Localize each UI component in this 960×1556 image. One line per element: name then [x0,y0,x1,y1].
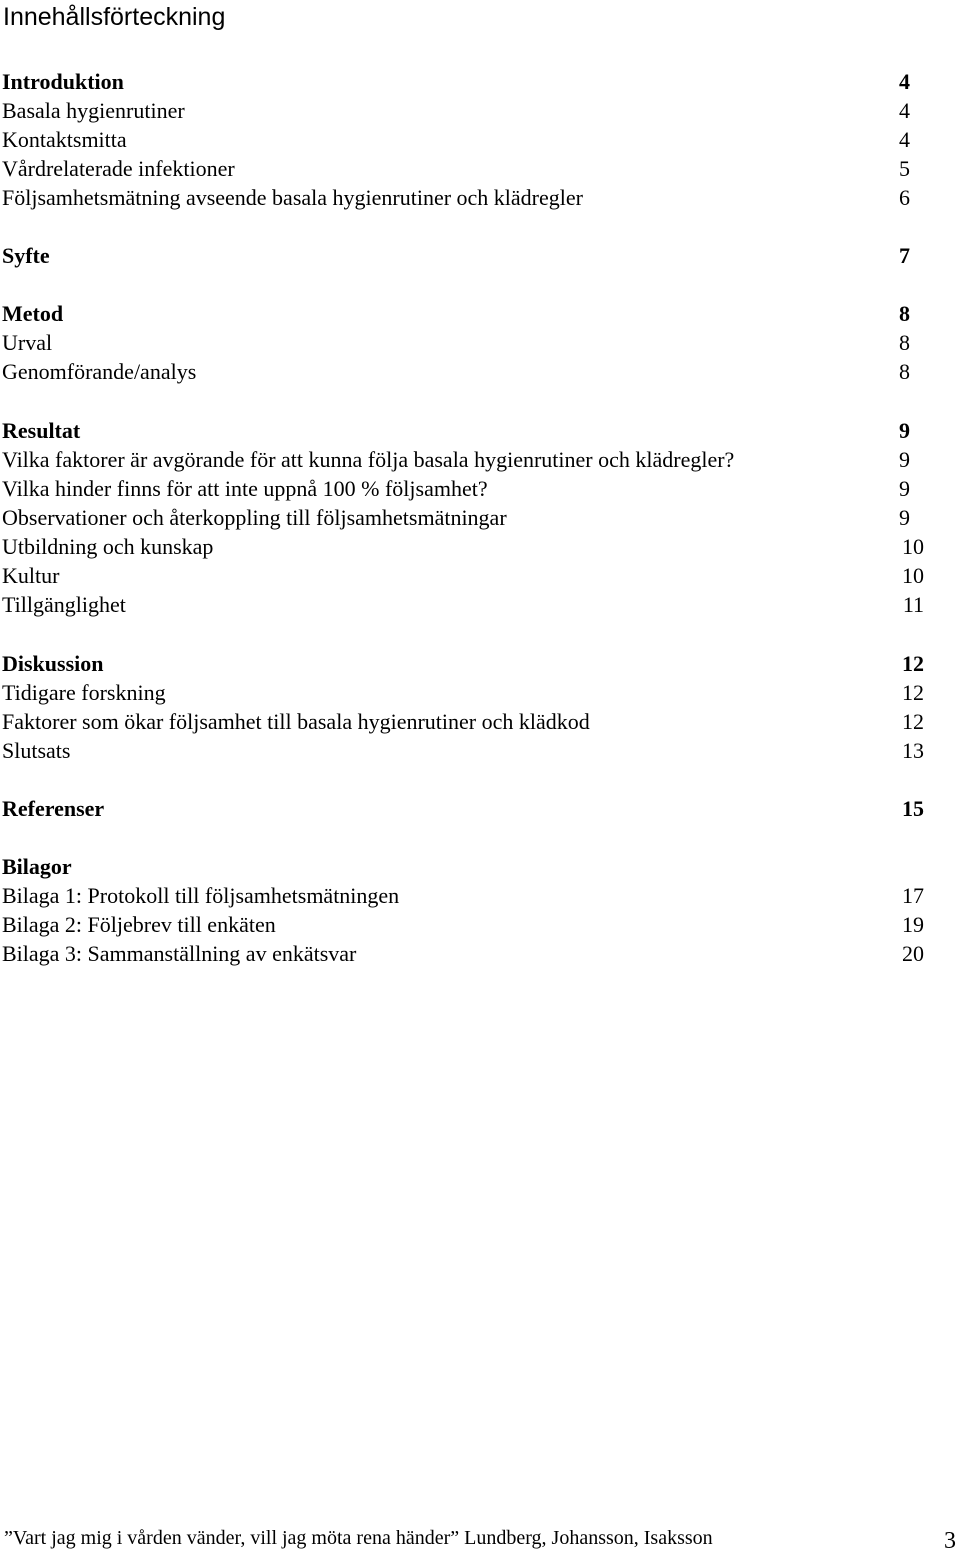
toc-entry-page: 20 [902,941,924,966]
toc-entry-page: 12 [902,709,924,734]
page-footer [0,1524,713,1552]
toc-entry-title: Introduktion [2,69,124,94]
page-title: Innehållsförteckning [3,3,226,31]
toc-entry-title: Tidigare forskning [2,680,166,705]
toc-entry-title: Faktorer som ökar följsamhet till basala hygienrutiner och klädkod [2,709,590,734]
toc-entry-page: 12 [902,651,924,676]
toc-entry-page: 15 [902,796,924,821]
toc-entry-title: Diskussion [2,651,104,676]
toc-entry-title: Observationer och återkoppling till följsamhetsmätningar [2,505,507,530]
toc-entry-title: Bilaga 3: Sammanställning av enkätsvar [2,941,357,966]
toc-entry-title: Tillgänglighet [2,592,126,617]
toc-entry-title: Bilagor [2,854,72,879]
toc-entry-page: 12 [902,680,924,705]
toc-entry-title: Vilka hinder finns för att inte uppnå 100 % följsamhet? [2,476,488,501]
toc-entry-page: 17 [902,883,924,908]
toc-entry-title: Följsamhetsmätning avseende basala hygienrutiner och klädregler [2,185,583,210]
toc-entry-page: 7 [899,243,910,268]
toc-entry-page: 9 [899,447,910,472]
toc-entry-page: 10 [902,534,924,559]
toc-entry-page: 9 [899,505,910,530]
toc-entry-title: Referenser [2,796,105,821]
toc-entry-page: 4 [899,69,910,94]
toc-entry-title: Kontaktsmitta [2,127,127,152]
toc-entry-page: 8 [899,359,910,384]
toc-entry-page: 19 [902,912,924,937]
toc-entry-title: Vårdrelaterade infektioner [2,156,235,181]
toc-entry-title: Vilka faktorer är avgörande för att kunna följa basala hygienrutiner och klädregler? [2,447,735,472]
toc-entry-page: 5 [899,156,910,181]
toc-entry-page: 4 [899,127,910,152]
toc-entry-title: Bilaga 1: Protokoll till följsamhetsmätningen [2,883,400,908]
toc-entry-title: Urval [2,330,53,355]
toc-entry-title: Resultat [2,418,81,443]
toc-entry-title: Bilaga 2: Följebrev till enkäten [2,912,276,937]
toc-entry-page: 8 [899,330,910,355]
toc-entry-title: Syfte [2,243,50,268]
toc-entry-page: 10 [902,563,924,588]
footer-document-title: ”Vart jag mig i vården vänder, vill jag möta rena händer” [4,1527,460,1549]
toc-entry-page: 4 [899,98,910,123]
page-number: 3 [944,1528,956,1554]
footer-authors: Lundberg, Johansson, Isaksson [464,1527,713,1549]
toc-entry-title: Utbildning och kunskap [2,534,214,559]
toc-entry-page: 9 [899,476,910,501]
toc-entry-title: Slutsats [2,738,71,763]
toc-entry-title: Metod [2,301,64,326]
toc-entry-page: 8 [899,301,910,326]
toc-entry-title: Genomförande/analys [2,359,197,384]
toc-entry-title: Kultur [2,563,60,588]
toc-entry-title: Basala hygienrutiner [2,98,185,123]
toc-entry-page: 6 [899,185,910,210]
toc-entry-page: 13 [902,738,924,763]
toc-entry-page: 11 [902,592,924,617]
toc-entry-page: 9 [899,418,910,443]
